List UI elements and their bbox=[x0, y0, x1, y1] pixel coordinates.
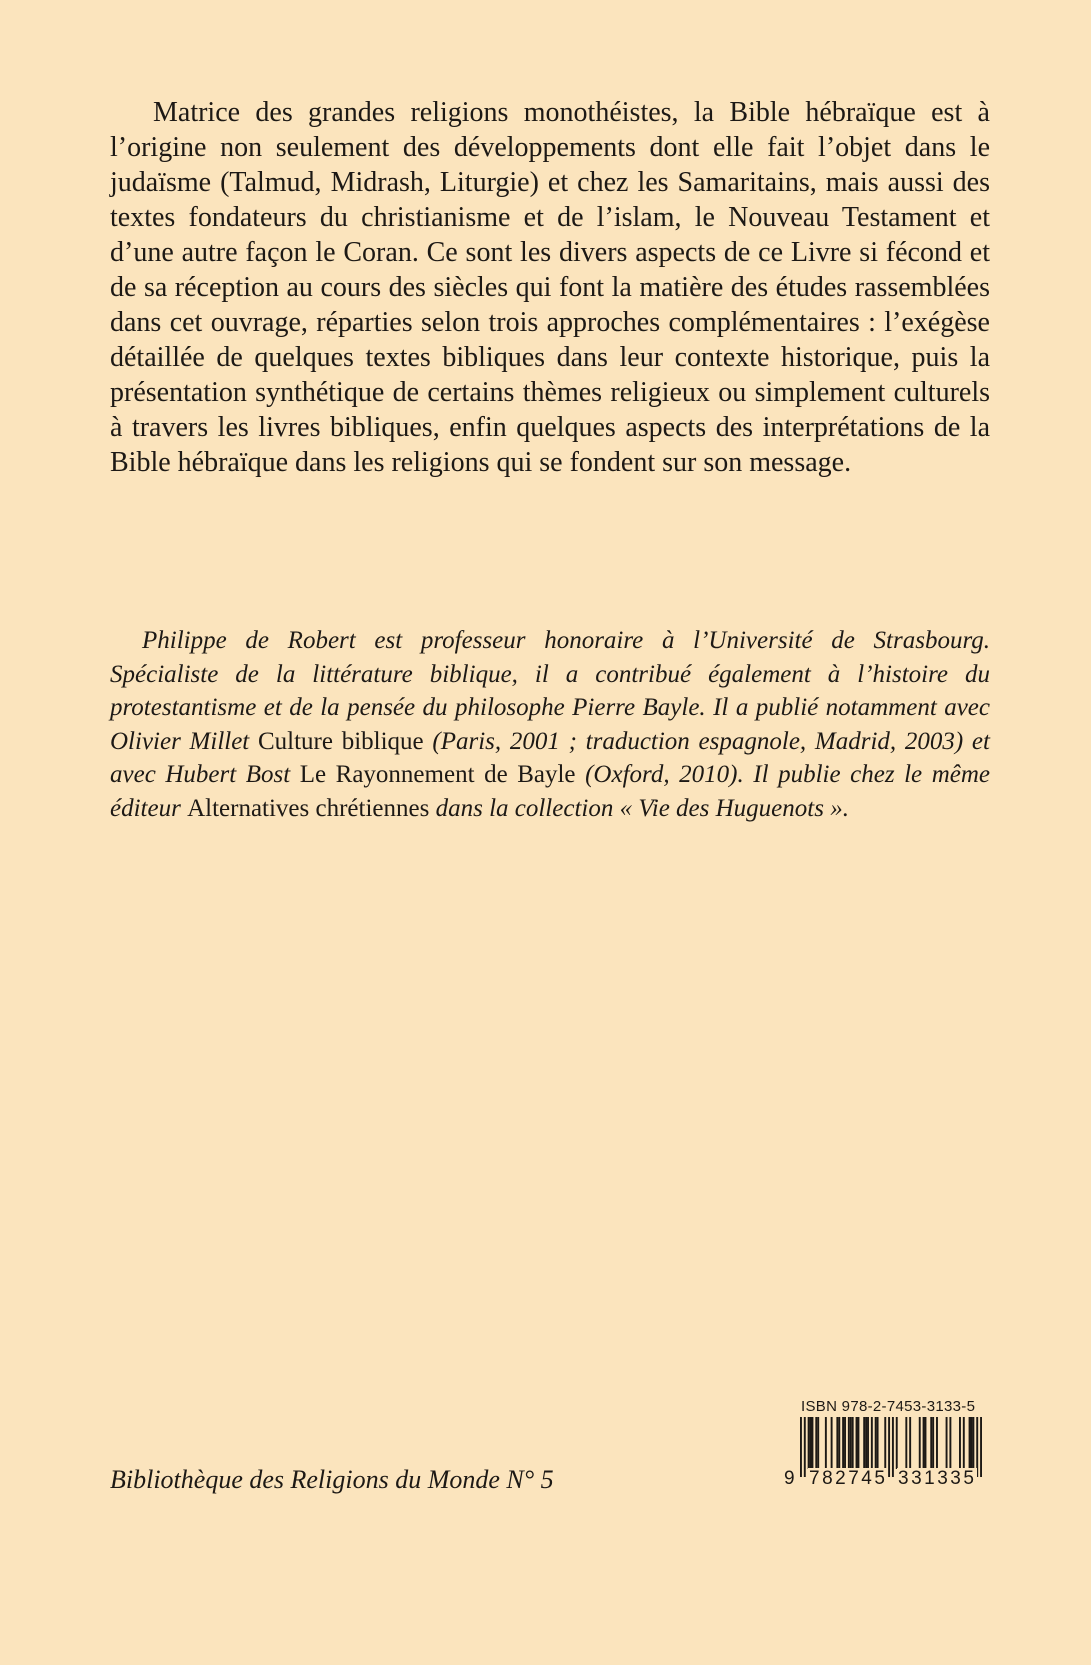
barcode-bar bbox=[844, 1417, 846, 1469]
barcode-bar bbox=[857, 1417, 859, 1469]
bio-book-title-1: Culture biblique bbox=[257, 727, 424, 755]
barcode-bar bbox=[930, 1417, 932, 1469]
barcode-bar bbox=[925, 1417, 927, 1469]
barcode-bar bbox=[848, 1417, 850, 1469]
barcode-digits-right: 331335 bbox=[898, 1468, 977, 1489]
barcode-bar bbox=[850, 1417, 852, 1469]
barcode-bar bbox=[804, 1417, 806, 1477]
barcode-bar bbox=[815, 1417, 817, 1469]
barcode-bar bbox=[838, 1417, 840, 1469]
series-name: Bibliothèque des Religions du Monde N° 5 bbox=[110, 1465, 554, 1494]
barcode-bar bbox=[888, 1417, 890, 1477]
barcode-bar bbox=[863, 1417, 865, 1469]
barcode-bar bbox=[842, 1417, 844, 1469]
barcode-bar bbox=[871, 1417, 873, 1469]
bio-text-4: dans la collection « Vie des Huguenots ». bbox=[429, 794, 849, 822]
barcode-bar bbox=[867, 1417, 869, 1469]
barcode-bar bbox=[884, 1417, 886, 1469]
barcode-bar bbox=[919, 1417, 921, 1469]
barcode-bar bbox=[971, 1417, 973, 1469]
author-biography bbox=[110, 624, 990, 825]
barcode-bar bbox=[811, 1417, 813, 1469]
barcode-bar bbox=[972, 1417, 974, 1469]
barcode-bar bbox=[808, 1417, 810, 1469]
barcode-bar bbox=[949, 1417, 951, 1469]
barcode-digits-left: 782745 bbox=[809, 1468, 888, 1489]
barcode-bar bbox=[817, 1417, 819, 1469]
bio-text-3: (Oxford, 2010). Il publie chez le même éditeur bbox=[110, 761, 991, 822]
barcode-bar bbox=[896, 1417, 898, 1469]
barcode-bar bbox=[923, 1417, 925, 1469]
bio-text-1: Philippe de Robert est professeur honoraire à l’Université de Strasbourg. Spécialiste de la littérature biblique, il a contribué également à l’histoire du protestantisme et de la pensée du philosophe Pierre Bayle. Il a publié notamment avec Olivier Millet bbox=[110, 627, 990, 755]
bio-text-2: (Paris, 2001 ; traduction espagnole, Madrid, 2003) et avec Hubert Bost bbox=[110, 727, 990, 788]
isbn-label: ISBN 978-2-7453-3133-5 bbox=[801, 1398, 976, 1415]
barcode-bar bbox=[909, 1417, 911, 1469]
barcode-bar bbox=[963, 1417, 965, 1469]
barcode-bar bbox=[875, 1417, 877, 1469]
barcode-bar bbox=[932, 1417, 934, 1469]
barcode-bar bbox=[892, 1417, 894, 1477]
barcode-bar bbox=[905, 1417, 907, 1469]
barcode-bar bbox=[959, 1417, 961, 1469]
barcode-bar bbox=[865, 1417, 867, 1469]
barcode-bar bbox=[825, 1417, 827, 1469]
barcode-bar bbox=[946, 1417, 948, 1469]
barcode-bar bbox=[836, 1417, 838, 1469]
book-description: Matrice des grandes religions monothéistes, la Bible hébraïque est à l’origine non seulement des développements dont elle fait l’objet dans le judaïsme (Talmud, Midrash, Liturgie) et chez les Samaritains, mais aussi des textes fondateurs du christianisme et de l’islam, le Nouveau Testament et d’une autre façon le Coran. Ce sont les divers aspects de ce Livre si fécond et de sa réception au cours des siècles qui font la matière des études rassemblées dans cet ouvrage, réparties selon trois approches complémentaires : l’exégèse détaillée de quelques textes bibliques dans leur contexte historique, puis la présentation synthétique de certains thèmes religieux ou simplement culturels à travers les livres bibliques, enfin quelques aspects des interprétations de la Bible hébraïque dans les religions qui se fondent sur son message. bbox=[110, 97, 990, 478]
bio-book-title-3: Alternatives chrétiennes bbox=[187, 794, 430, 822]
barcode-bar bbox=[856, 1417, 858, 1469]
barcode-bar bbox=[800, 1417, 802, 1477]
barcode-digit-first: 9 bbox=[784, 1468, 795, 1489]
barcode-bar bbox=[980, 1417, 982, 1477]
barcode-bar bbox=[852, 1417, 854, 1469]
barcode-bar bbox=[831, 1417, 833, 1469]
barcode-bar bbox=[969, 1417, 971, 1469]
bio-book-title-2: Le Rayonnement de Bayle bbox=[299, 761, 576, 788]
barcode-bar bbox=[877, 1417, 879, 1469]
barcode-bar bbox=[810, 1417, 812, 1469]
barcode-bar bbox=[936, 1417, 938, 1469]
